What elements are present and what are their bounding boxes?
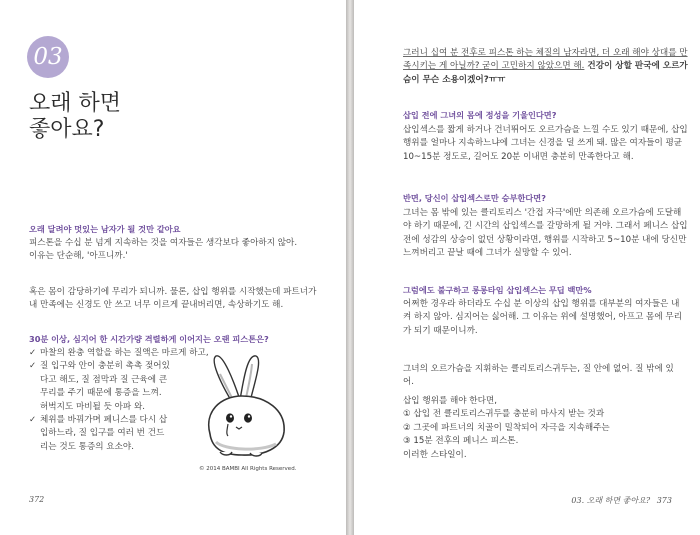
text-line: 혹은 몸이 감당하기에 무리가 되니까. 물론, 삽입 행위를 시작했는데 파트너가: [29, 287, 317, 297]
text-line: 삽입섹스를 짧게 하거나 건너뛰어도 오르가슴을 느낄 수도 있기 때문에, 삽입: [403, 125, 688, 135]
text-line: 그녀는 몸 밖에 있는 클리토리스 '간접 자극'에만 의존해 오르가슴에 도달해: [403, 208, 682, 218]
text-line: 가 되기 때문이니까.: [403, 325, 478, 336]
page-number: 373: [656, 496, 672, 505]
check-icon: ✓: [29, 415, 37, 426]
paragraph: [403, 395, 610, 462]
book-gutter: [346, 0, 354, 535]
list-item: ✓ 체위를 바꿔가며 페니스를 다시 삽: [29, 414, 209, 427]
text-line: 허벅지도 마비될 듯 아파 와.: [40, 401, 145, 412]
running-footer-title: 03. 오래 하면 좋아요?: [571, 496, 651, 505]
text-line: 야 하기 때문에, 긴 시간의 삽입섹스를 갈망하게 될 거야. 그래서 페니스 삽입: [403, 221, 688, 232]
paragraph: [403, 363, 674, 390]
section-heading: 그럼에도 불구하고 롱롱타임 삽입섹스는 무딥 백만%: [403, 285, 592, 295]
text-line: 10~15분 정도로, 길어도 20분 이내면 충분히 만족한다고 해.: [403, 151, 634, 162]
chapter-title-line2: 좋아요?: [29, 117, 105, 142]
right-page: [354, 0, 700, 535]
text-line: ① 삽입 전 클리토리스귀두를 충분히 마사지 받는 것과: [403, 409, 605, 420]
section-heading: 삽입 전에 그녀의 몸에 정성을 기울인다면?: [403, 110, 557, 120]
paragraph: [403, 124, 688, 164]
check-icon: ✓: [29, 348, 37, 358]
text-line: 입하느라, 질 입구를 여러 번 건드: [40, 428, 165, 439]
text-line: 그녀의 오르가슴을 지휘하는 클리토리스귀두는, 질 안에 없어. 질 밖에 있: [403, 364, 674, 374]
section-heading: 30분 이상, 심지어 한 시간가량 격렬하게 이어지는 오랜 피스톤은?: [29, 334, 269, 344]
section-heading: 반면, 당신이 삽입섹스로만 승부한다면?: [403, 193, 546, 203]
text-line: ③ 15분 전후의 페니스 피스톤.: [403, 436, 519, 447]
paragraph: [403, 207, 688, 261]
text-line: 느껴버리고 끝날 때에 그녀가 실망할 수 있어.: [403, 248, 572, 259]
paragraph: [403, 298, 682, 338]
copyright-notice: © 2014 BAMBI All Rights Reserved.: [199, 466, 297, 472]
bold-emphasis: 슴이 무슨 소용이겠어?ㅠㅠ: [403, 74, 506, 85]
text-line: 전에 성감의 상승이 없던 상황이라면, 행위를 시작하고 5~10분 내에 당신만: [403, 234, 687, 245]
text-line: 내 만족에는 신경도 안 쓰고 너무 이르게 끝내버리면, 속상하기도 해.: [29, 300, 284, 311]
text-line: 그러니 십여 분 전후로 피스톤 하는 체질의 남자라면, 더 오래 해야 상대를 만: [403, 48, 688, 58]
text-line: 이유는 단순해, '아프니까.': [29, 251, 128, 262]
left-page: [0, 0, 346, 535]
text-line: 족시키는 게 아닐까? 굳이 고민하지 않았으면 해. 건강이 상할 판국에 오르가: [403, 61, 688, 72]
text-line: 이러한 스타일이.: [403, 449, 467, 460]
chapter-number-badge: 03: [27, 36, 69, 78]
text-line: 피스톤을 수십 분 넘게 지속하는 것을 여자들은 생각보다 좋아하지 않아.: [29, 238, 298, 248]
intro-paragraph: [403, 47, 688, 87]
chapter-title-line1: 오래 하면: [29, 91, 122, 116]
bunny-illustration: [190, 352, 300, 464]
text-line: 무리를 주기 때문에 통증을 느껴.: [40, 388, 162, 399]
text-line: 어쩌한 경우라 하더라도 수십 분 이상의 삽입 행위를 대부분의 여자들은 내: [403, 299, 680, 309]
page-number: 372: [29, 495, 45, 504]
list-item: ✓ 질 입구와 안이 충분히 촉촉 젖어있: [29, 360, 209, 373]
running-footer: [571, 495, 672, 506]
text-line: 삽입 행위를 해야 한다면,: [403, 396, 497, 406]
paragraph: [29, 286, 316, 313]
list-item: ✓ 마찰의 완충 역할을 하는 질액은 마르게 하고,: [29, 347, 209, 360]
text-line: 리는 것도 통증의 요소야.: [40, 441, 134, 452]
text-line: 행위를 얼마나 지속하느냐에 그녀는 신경을 덜 쓰게 돼. 많은 여자들이 평균: [403, 138, 683, 149]
text-line: 켜 하지 않아. 심지어는 싫어해. 그 이유는 위에 설명했어, 아프고 몸에 무리: [403, 312, 682, 323]
bullet-list: [29, 347, 209, 454]
check-icon: ✓: [29, 361, 37, 372]
text-line: [403, 74, 688, 87]
text-line: 다고 해도, 질 점막과 질 근육에 큰: [40, 374, 168, 385]
bold-emphasis: 건강이 상할 판국에 오르가: [584, 61, 688, 72]
paragraph: [29, 237, 297, 264]
text-line: 어.: [403, 377, 415, 388]
section-heading: 오래 달려야 멋있는 남자가 될 것만 같아요: [29, 224, 181, 234]
text-line: ② 그곳에 파트너의 치골이 밀착되어 자극을 지속해주는: [403, 422, 610, 433]
